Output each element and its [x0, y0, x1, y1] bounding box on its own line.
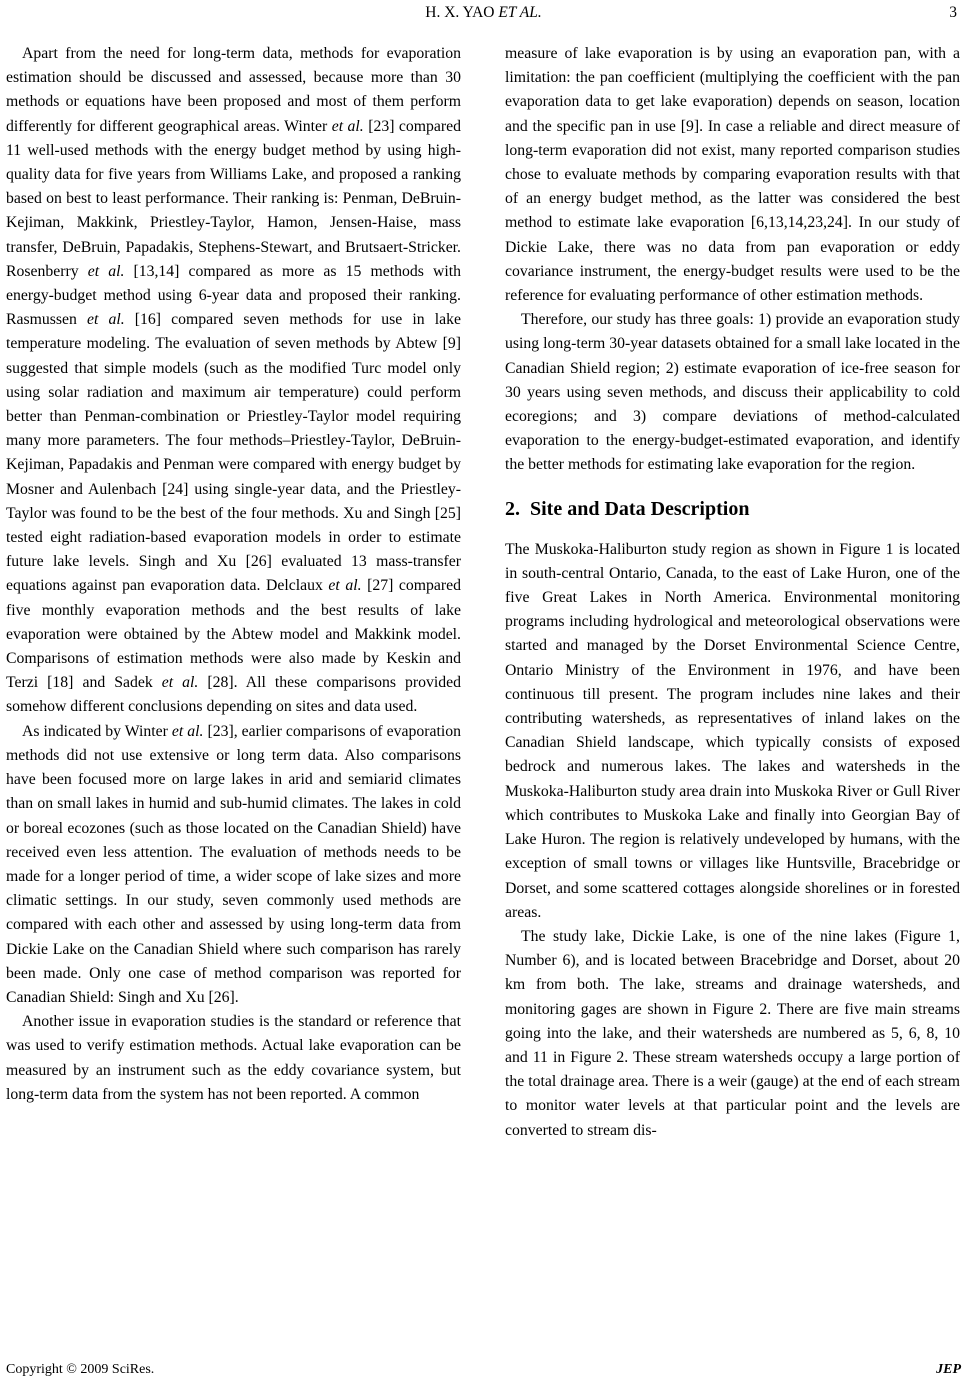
left-column-paragraphs — [6, 42, 461, 1107]
body-paragraph — [505, 42, 960, 308]
page-number: 3 — [949, 4, 957, 21]
body-paragraph — [505, 925, 960, 1143]
body-paragraph — [6, 1010, 461, 1107]
running-head — [0, 4, 967, 24]
paragraph-text: The Muskoka-Haliburton study region as shown in Figure 1 is located in south-central Ontario, Canada, to the east of Lake Huron, one of the five Great Lakes in North America. Environmental monitoring programs including hydrological and meteorological observations were started and managed by the Dorset Environmental Science Centre, Ontario Ministry of the Environment in 1976, and have been continuous till present. The program includes nine lakes and their contributing watersheds, as representatives of inland lakes on the Canadian Shield landscape, which typically consists of exposed bedrock and numerous lakes. The lakes and watersheds in the Muskoka-Haliburton study area drain into Muskoka River or Gull River which contributes to Muskoka Lake and finally into Georgian Bay of Lake Huron. The region is relatively undeveloped by humans, with the exception of small towns or villages like Huntsville, Bracebridge or Dorset, and some scattered cottages alongside shorelines or in forested areas. — [505, 540, 960, 921]
paragraph-text: [27] compared five monthly evaporation methods and the best results of lake evaporation were obtained by the Abtew model and Makkink model. Comparisons of estimation methods were also made by Keskin and Terzi [18] and Sadek — [6, 577, 461, 692]
paragraph-text: [23] compared 11 well-used methods with the energy budget method by using high-quality data for five years from Williams Lake, and proposed a ranking based on best to least performance. Their ranking is: Penman, DeBruin-Kejiman, Makkink, Priestley-Taylor, Hamon, Jensen-Haise, mass transfer, DeBruin, Papadakis, Stephens-Stewart, and Brutsaert-Stricker. Rosenberry — [6, 117, 461, 280]
right-column-paragraphs-intro — [505, 42, 960, 478]
copyright-notice: Copyright © 2009 SciRes. — [6, 1362, 155, 1377]
paragraph-text: The study lake, Dickie Lake, is one of the nine lakes (Figure 1, Number 6), and is located between Bracebridge and Dorset, about 20 km from both. The lake, streams and drainage watersheds, and monitoring gages are shown in Figure 2. There are five main streams going into the lake, and their watersheds are numbered as 5, 6, 8, 10 and 11 in Figure 2. These stream watersheds occupy a large portion of the total drainage area. There is a weir (gauge) at the end of each stream to monitor water levels at that particular point and the levels are converted to stream dis- — [505, 927, 960, 1139]
paragraph-text: [23], earlier comparisons of evaporation methods did not use extensive or long term data. Also comparisons have been focused more on large lakes in arid and semiarid climates than on small lakes in humid and sub-humid climates. The lakes in cold or boreal ecozones (such as those located on the Canadian Shield) have received even less attention. The evaluation of methods needs to be made for a longer period of time, a wider scope of lake sizes and more climatic settings. In our study, seven commonly used methods are compared with each other and assessed by using long-term data from Dickie Lake on the Canadian Shield where such comparison has rarely been made. Only one case of method comparison was reported for Canadian Shield: Singh and Xu [26]. — [6, 722, 461, 1006]
section-title: Site and Data Description — [530, 497, 750, 520]
author-names: H. X. YAO — [425, 4, 495, 21]
body-paragraph — [505, 538, 960, 925]
paragraph-text: As indicated by Winter — [22, 722, 172, 740]
journal-abbreviation: JEP — [936, 1362, 961, 1377]
italic-text: et al. — [328, 577, 362, 595]
section-heading — [505, 496, 960, 522]
italic-text: et al. — [171, 722, 204, 740]
paragraph-text: [28]. All these comparisons provided somehow different conclusions depending on sites and data used. — [6, 674, 461, 716]
paragraph-text: Apart from the need for long-term data, methods for evaporation estimation should be discussed and assessed, because more than 30 methods or equations have been proposed and most of them perform differently for different geographical areas. Winter — [6, 45, 461, 135]
body-paragraph — [505, 308, 960, 477]
left-column — [6, 42, 461, 1107]
et-al: ET AL. — [498, 4, 542, 21]
right-column — [505, 42, 960, 1143]
paragraph-text: Therefore, our study has three goals: 1) provide an evaporation study using long-term 30-year datasets obtained for a small lake located in the Canadian Shield region; 2) estimate evaporation of ice-free season for 30 years using seven methods, and discuss their applicability to cold ecoregions; and 3) compare deviations of method-calculated evaporation to the energy-budget-estimated evaporation, and identify the better methods for estimating lake evaporation for the region. — [505, 311, 960, 474]
paragraph-text: measure of lake evaporation is by using an evaporation pan, with a limitation: the pan coefficient (multiplying the coefficient with the pan evaporation data to get lake evaporation) depends on season, location and the specific pan in use [9]. In case a reliable and direct measure of long-term evaporation did not exist, many reported comparison studies chose to evaluate methods by comparing evaporation results with that of an energy budget method, as the latter was considered the best method to estimate lake evaporation [6,13,14,23,24]. In our study of Dickie Lake, there was no data from pan evaporation or eddy covariance instrument, the energy-budget results were used to be the reference for evaluating performance of other estimation methods. — [505, 45, 960, 305]
page-footer — [0, 1362, 967, 1382]
body-paragraph — [6, 42, 461, 720]
right-column-paragraphs-site — [505, 538, 960, 1143]
paragraph-text: [13,14] compared as more as 15 methods with energy-budget method using 6-year data and proposed their ranking. Rasmussen — [6, 262, 461, 329]
paragraph-text: Another issue in evaporation studies is the standard or reference that was used to verify estimation methods. Actual lake evaporation can be measured by an instrument such as the eddy covariance system, but long-term data from the system has not been reported. A common — [6, 1013, 461, 1103]
italic-text: et al. — [87, 262, 125, 280]
italic-text: et al. — [87, 311, 125, 329]
paragraph-text: [16] compared seven methods for use in lake temperature modeling. The evaluation of seven methods by Abtew [9] suggested that simple models (such as the modified Turc model only using solar radiation and maximum air temperature) could perform better than Penman-combination or Priestley-Taylor model requiring many more parameters. The four methods–Priestley-Taylor, DeBruin-Kejiman, Papadakis and Penman were compared with energy budget by Mosner and Aulenbach [24] using single-year data, and the Priestley-Taylor was found to be the best of the four methods. Xu and Singh [25] tested eight radiation-based evaporation models in order to estimate future lake levels. Singh and Xu [26] evaluated 13 mass-transfer equations against pan evaporation data. Delclaux — [6, 311, 461, 595]
italic-text: et al. — [161, 674, 199, 692]
running-head-authors — [0, 4, 967, 22]
section-number: 2. — [505, 497, 520, 520]
body-paragraph — [6, 720, 461, 1010]
italic-text: et al. — [331, 117, 364, 135]
